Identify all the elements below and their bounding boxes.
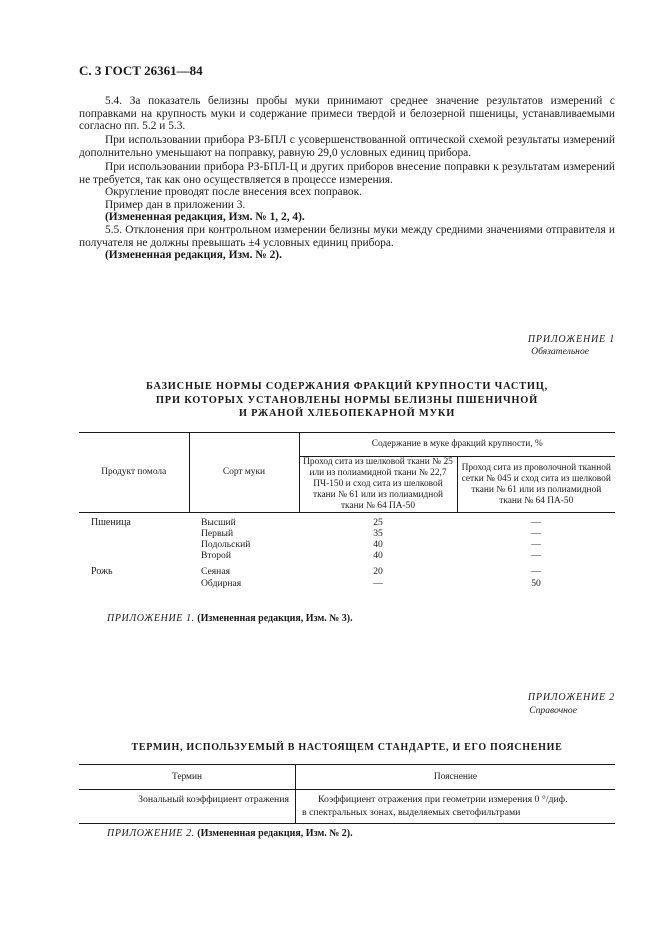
appendix-1-status: Обязательное	[531, 346, 589, 357]
appendix-2-note-text: (Измененная редакция, Изм. № 2).	[197, 828, 353, 839]
cell-fraction-b: —	[531, 538, 541, 550]
paragraph-5-5: 5.5. Отклонения при контрольном измерении белизны муки между средними значениями отправителя и получателя не должны превышать ±4 условных единиц прибора.	[79, 223, 615, 249]
cell-product: Пшеница	[91, 516, 131, 528]
cell-fraction-a: —	[373, 577, 383, 589]
paragraph-rounding: Округление проводят после внесения всех поправок.	[105, 186, 362, 199]
cell-grade: Обдирная	[201, 577, 242, 589]
header-wire-sieve: Проход сита из проволочной тканной сетки № 045 и сход сита из шелковой ткани № 61 или из полиамидной ткани № 64 ПА-50	[457, 457, 615, 513]
header-term: Термин	[79, 765, 296, 790]
cell-grade: Подольский	[201, 538, 251, 550]
cell-fraction-a: 25	[373, 516, 383, 528]
cell-product	[79, 578, 189, 589]
amendment-note-2: (Измененная редакция, Изм. № 2).	[105, 249, 282, 262]
paragraph-rz-bpl-c: При использовании прибора РЗ-БПЛ-Ц и других приборов внесение поправки к результатам измерений не требуется, так как оно осуществляется в процессе измерения.	[79, 160, 615, 186]
cell-grade: Высший	[201, 516, 236, 528]
cell-grade: Сеяная	[201, 566, 230, 578]
header-product: Продукт помола	[79, 433, 189, 513]
cell-grade: Второй	[201, 550, 231, 562]
appendix-1-label: ПРИЛОЖЕНИЕ 1	[527, 334, 615, 345]
cell-term: Зональный коэффициент отражения	[79, 790, 296, 824]
explanation-line-2: в спектральных зонах, выделяемых светофильтрами	[302, 807, 521, 818]
appendix-2-label: ПРИЛОЖЕНИЕ 2	[527, 692, 615, 703]
cell-grade: Первый	[201, 527, 234, 539]
title-line-2: ПРИ КОТОРЫХ УСТАНОВЛЕНЫ НОРМЫ БЕЛИЗНЫ ПШЕНИЧНОЙ	[155, 394, 539, 406]
appendix-1-note-text: (Измененная редакция, Изм. № 3).	[197, 613, 353, 624]
cell-fraction-b: —	[531, 527, 541, 539]
cell-fraction-b: 50	[531, 577, 541, 589]
section-5-text	[79, 95, 615, 262]
cell-explanation	[296, 790, 616, 824]
cell-product	[79, 528, 189, 539]
table-row	[79, 528, 615, 539]
amendment-note-1: (Измененная редакция, Изм. № 1, 2, 4).	[105, 211, 305, 224]
cell-fraction-b: —	[531, 566, 541, 578]
appendix-2-amendment	[107, 828, 353, 839]
table-row	[79, 550, 615, 561]
page-header: С. 3 ГОСТ 26361—84	[79, 63, 203, 78]
header-explanation: Пояснение	[296, 765, 616, 790]
cell-fraction-b: —	[531, 516, 541, 528]
table-row	[79, 539, 615, 550]
title-line-1: БАЗИСНЫЕ НОРМЫ СОДЕРЖАНИЯ ФРАКЦИЙ КРУПНОСТИ ЧАСТИЦ,	[145, 381, 549, 392]
cell-fraction-a: 40	[373, 538, 383, 550]
appendix-2-note-label: ПРИЛОЖЕНИЕ 2.	[107, 828, 195, 839]
appendix-1-amendment	[107, 613, 353, 624]
header-silk-sieve: Проход сита из шелковой ткани № 25 или из полиамидной ткани № 22,7 ПЧ-150 и сход сита из шелковой ткани № 61 или из полиамидной ткани № 64 ПА-50	[299, 457, 457, 513]
paragraph-example: Пример дан в приложении 3.	[105, 198, 246, 211]
header-grade: Сорт муки	[189, 433, 299, 513]
explanation-line-1: Коэффициент отражения при геометрии измерения 0 °/диф.	[318, 794, 568, 805]
paragraph-5-4: 5.4. За показатель белизны пробы муки принимают среднее значение результатов измерений с поправками на крупность муки и содержание примеси твердой и белозерной пшеницы, устанавливаемыми согласно пп. 5.2 и 5.3.	[79, 95, 615, 133]
paragraph-rz-bpl: При использовании прибора РЗ-БПЛ с усовершенствованной оптической схемой результаты измерений дополнительно уменьшают на поправку, равную 29,0 условных единиц прибора.	[79, 134, 615, 159]
cell-fraction-b: —	[531, 550, 541, 562]
table-row	[79, 578, 615, 589]
table-row	[79, 566, 615, 577]
cell-fraction-a: 40	[373, 550, 383, 562]
cell-fraction-a: 35	[373, 527, 383, 539]
appendix-2-title: ТЕРМИН, ИСПОЛЬЗУЕМЫЙ В НАСТОЯЩЕМ СТАНДАРТЕ, И ЕГО ПОЯСНЕНИЕ	[131, 742, 563, 753]
cell-product: Рожь	[91, 566, 113, 578]
term-table	[79, 764, 615, 824]
fractions-table	[79, 432, 615, 589]
cell-product	[79, 539, 189, 550]
table-row	[79, 517, 615, 528]
title-line-3: И РЖАНОЙ ХЛЕБОПЕКАРНОЙ МУКИ	[238, 408, 456, 419]
appendix-1-title	[79, 380, 615, 421]
appendix-1-note-label: ПРИЛОЖЕНИЕ 1.	[107, 613, 195, 624]
cell-fraction-a: 20	[373, 566, 383, 578]
appendix-2-status: Справочное	[529, 705, 577, 716]
header-fraction-group: Содержание в муке фракций крупности, %	[299, 433, 615, 457]
table-row	[79, 790, 615, 824]
cell-product	[79, 550, 189, 561]
